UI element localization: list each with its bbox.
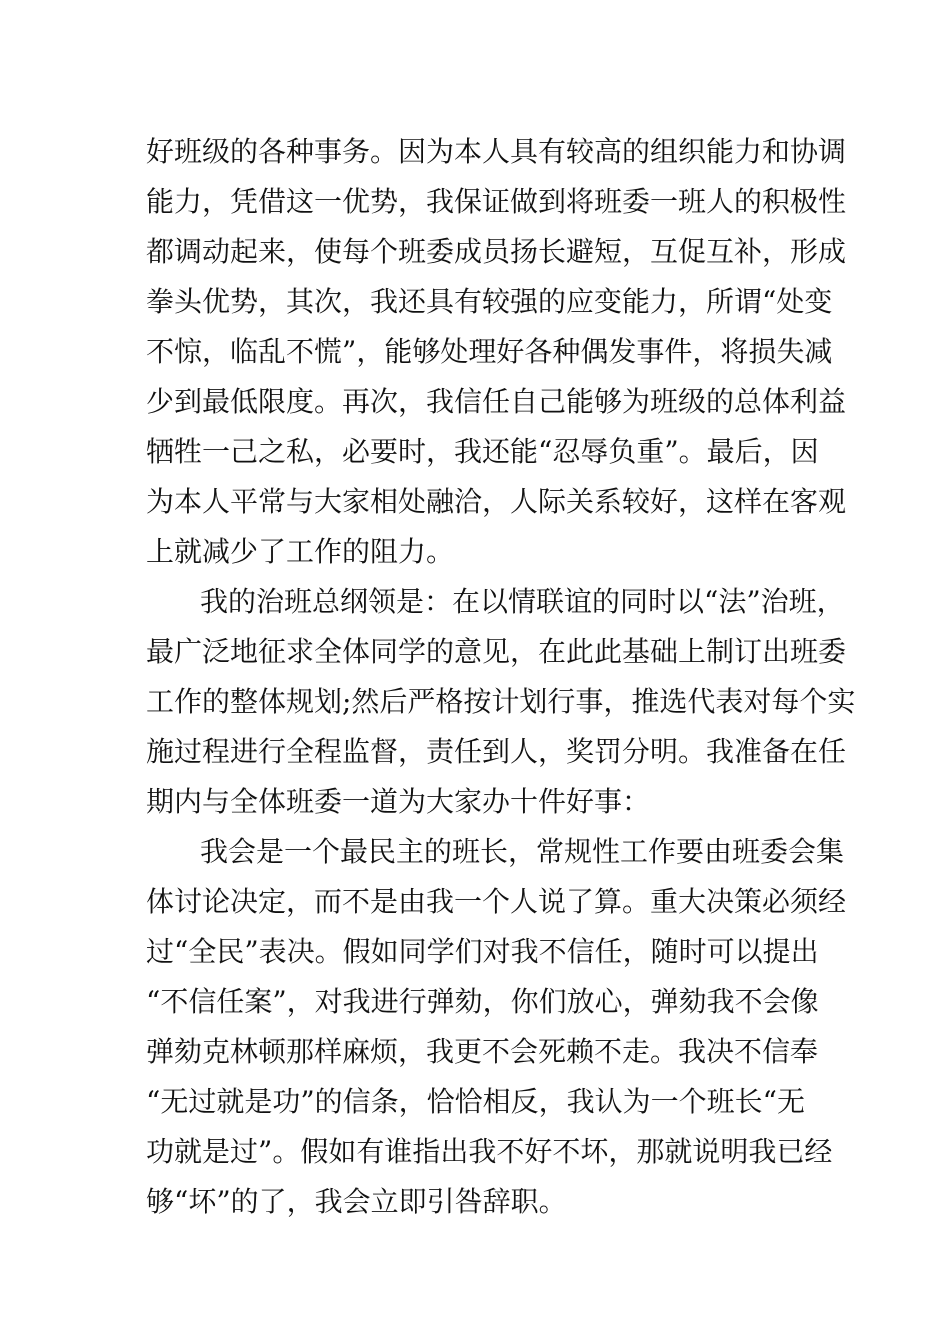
text-line: 最广泛地征求全体同学的意见，在此此基础上制订出班委 <box>146 635 847 668</box>
text-line: 为本人平常与大家相处融洽，人际关系较好，这样在客观 <box>146 485 847 518</box>
text-line: 功就是过”。假如有谁指出我不好不坏，那就说明我已经 <box>146 1135 833 1168</box>
text-line: “无过就是功”的信条，恰恰相反，我认为一个班长“无 <box>146 1085 805 1118</box>
text-line: 牺牲一己之私，必要时，我还能“忍辱负重”。最后，因 <box>146 435 819 468</box>
text-line: 少到最低限度。再次，我信任自己能够为班级的总体利益 <box>146 385 847 418</box>
text-line: 我的治班总纲领是：在以情联谊的同时以“法”治班， <box>200 585 845 618</box>
text-line: 拳头优势，其次，我还具有较强的应变能力，所谓“处变 <box>146 285 833 318</box>
text-line: 都调动起来，使每个班委成员扬长避短，互促互补，形成 <box>146 235 847 268</box>
text-line: “不信任案”，对我进行弹劾，你们放心，弹劾我不会像 <box>146 985 819 1018</box>
text-line: 我会是一个最民主的班长，常规性工作要由班委会集 <box>200 835 845 868</box>
text-line: 好班级的各种事务。因为本人具有较高的组织能力和协调 <box>146 135 847 168</box>
text-line: 能力，凭借这一优势，我保证做到将班委一班人的积极性 <box>146 185 847 218</box>
text-line: 体讨论决定，而不是由我一个人说了算。重大决策必须经 <box>146 885 847 918</box>
text-line: 施过程进行全程监督，责任到人，奖罚分明。我准备在任 <box>146 735 847 768</box>
text-line: 不惊，临乱不慌”，能够处理好各种偶发事件，将损失减 <box>146 335 833 368</box>
text-line: 上就减少了工作的阻力。 <box>146 535 455 568</box>
text-line: 够“坏”的了，我会立即引咎辞职。 <box>146 1185 567 1218</box>
text-line: 工作的整体规划;然后严格按计划行事，推选代表对每个实 <box>146 685 856 718</box>
text-line: 期内与全体班委一道为大家办十件好事： <box>146 785 651 818</box>
text-line: 过“全民”表决。假如同学们对我不信任，随时可以提出 <box>146 935 819 968</box>
text-line: 弹劾克林顿那样麻烦，我更不会死赖不走。我决不信奉 <box>146 1035 819 1068</box>
